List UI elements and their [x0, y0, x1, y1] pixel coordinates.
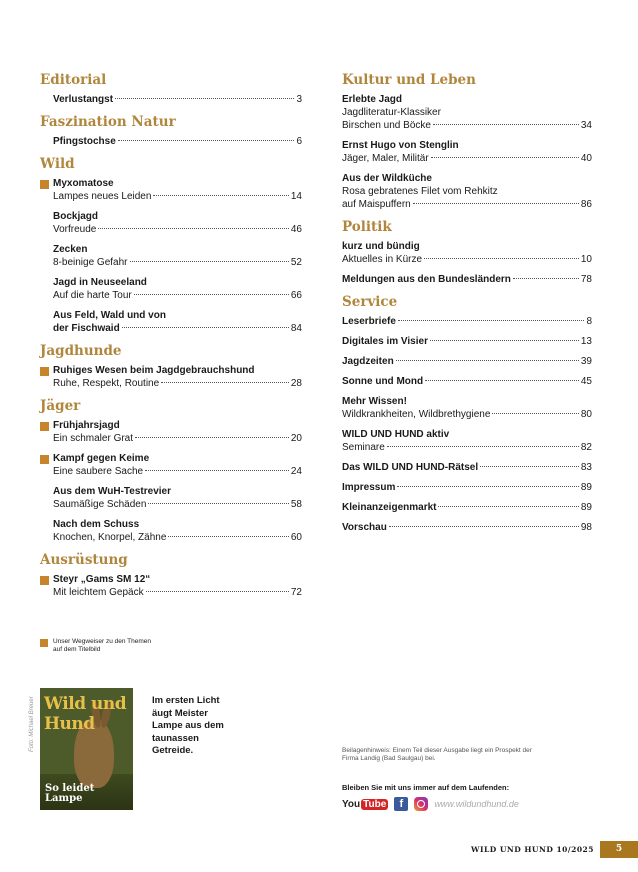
- footer-magazine: WILD UND HUND 10/2025: [471, 845, 594, 854]
- entry-title: Nach dem Schuss: [53, 519, 140, 530]
- entry-text: Birschen und Böcke: [342, 120, 431, 131]
- entry-text: Ruhe, Respekt, Routine: [53, 378, 160, 389]
- dot-leader: [397, 486, 579, 487]
- entry-title: Kampf gegen Keime: [53, 453, 150, 464]
- dot-leader: [161, 382, 289, 383]
- section-heading: Kultur und Leben: [342, 72, 476, 88]
- entry-text: Eine saubere Sache: [53, 466, 144, 477]
- dot-leader: [424, 258, 579, 259]
- dot-leader: [118, 140, 295, 141]
- page-ref: 45: [580, 376, 592, 387]
- entry-title: Aus dem WuH-Testrevier: [53, 486, 171, 497]
- toc-entry[interactable]: [40, 276, 302, 302]
- page-number: 5: [600, 841, 638, 858]
- legend-text: Unser Wegweiser zu den Themen auf dem Titelbild: [53, 638, 152, 653]
- toc-entry[interactable]: [40, 309, 302, 335]
- page-ref: 84: [290, 323, 302, 334]
- cover-headline: So leidet Lampe: [45, 783, 95, 804]
- page-ref: 3: [296, 94, 302, 105]
- entry-title: Zecken: [53, 244, 88, 255]
- page-ref: 80: [580, 409, 592, 420]
- entry-text: Ein schmaler Grat: [53, 433, 134, 444]
- facebook-icon[interactable]: f: [394, 797, 408, 811]
- entry-text: Mit leichtem Gepäck: [53, 587, 144, 598]
- dot-leader: [430, 340, 579, 341]
- dot-leader: [168, 536, 288, 537]
- section-heading: Wild: [40, 156, 75, 172]
- entry-text: Sonne und Mond: [342, 376, 424, 387]
- cover-masthead: Wild und Hund: [44, 694, 127, 734]
- page-ref: 60: [290, 532, 302, 543]
- dot-leader: [148, 503, 288, 504]
- toc-entry[interactable]: [342, 521, 592, 534]
- section-heading: Editorial: [40, 72, 107, 88]
- page-ref: 28: [290, 378, 302, 389]
- entry-title: Ernst Hugo von Stenglin: [342, 140, 459, 151]
- toc-entry[interactable]: [40, 419, 302, 445]
- entry-subtitle: Jagdliteratur-Klassiker: [342, 107, 441, 118]
- entry-text: 8-beinige Gefahr: [53, 257, 128, 268]
- dot-leader: [492, 413, 578, 414]
- toc-entry[interactable]: [40, 135, 302, 148]
- cover-thumbnail: [40, 688, 133, 810]
- dot-leader: [396, 360, 579, 361]
- entry-title: Jagd in Neuseeland: [53, 277, 147, 288]
- follow-text: Bleiben Sie mit uns immer auf dem Laufenden:: [342, 783, 510, 792]
- entry-title: WILD UND HUND aktiv: [342, 429, 450, 440]
- dot-leader: [513, 278, 579, 279]
- page-ref: 89: [580, 502, 592, 513]
- page-ref: 82: [580, 442, 592, 453]
- toc-entry[interactable]: [40, 573, 302, 599]
- entry-title: Aus Feld, Wald und von: [53, 310, 166, 321]
- page-ref: 40: [580, 153, 592, 164]
- page-ref: 6: [296, 136, 302, 147]
- toc-entry[interactable]: [342, 240, 592, 266]
- dot-leader: [433, 124, 579, 125]
- youtube-icon[interactable]: You Tube: [342, 798, 387, 810]
- toc-entry[interactable]: [342, 461, 592, 474]
- dot-leader: [122, 327, 289, 328]
- page-ref: 52: [290, 257, 302, 268]
- cover-topic-marker: [40, 422, 49, 431]
- cover-topic-marker: [40, 576, 49, 585]
- entry-title: Bockjagd: [53, 211, 99, 222]
- entry-text: Jäger, Maler, Militär: [342, 153, 429, 164]
- page-ref: 46: [290, 224, 302, 235]
- cover-topic-marker: [40, 180, 49, 189]
- toc-entry[interactable]: [342, 375, 592, 388]
- section-heading: Politik: [342, 219, 392, 235]
- social-links: [342, 797, 519, 811]
- toc-entry[interactable]: [342, 481, 592, 494]
- entry-title: kurz und bündig: [342, 241, 420, 252]
- entry-text: Das WILD UND HUND-Rätsel: [342, 462, 479, 473]
- entry-subtitle: Rosa gebratenes Filet vom Rehkitz: [342, 186, 498, 197]
- legend-marker: [40, 639, 48, 647]
- page-ref: 66: [290, 290, 302, 301]
- page-ref: 24: [290, 466, 302, 477]
- toc-entry[interactable]: [342, 315, 592, 328]
- entry-text: auf Maispuffern: [342, 199, 411, 210]
- photo-credit: Foto: Michael Breuer: [29, 696, 35, 752]
- entry-text: Vorschau: [342, 522, 387, 533]
- toc-entry[interactable]: [40, 210, 302, 236]
- page-ref: 89: [580, 482, 592, 493]
- toc-entry[interactable]: [342, 172, 592, 211]
- dot-leader: [146, 591, 289, 592]
- toc-right-column: [342, 72, 592, 541]
- entry-text: Verlustangst: [53, 94, 114, 105]
- dot-leader: [115, 98, 294, 99]
- dot-leader: [134, 294, 289, 295]
- toc-left-column: [40, 72, 302, 606]
- page-ref: 8: [586, 316, 592, 327]
- dot-leader: [389, 526, 579, 527]
- entry-text: Aktuelles in Kürze: [342, 254, 423, 265]
- page-ref: 83: [580, 462, 592, 473]
- instagram-icon[interactable]: [414, 797, 428, 811]
- dot-leader: [431, 157, 579, 158]
- page-ref: 34: [580, 120, 592, 131]
- toc-entry[interactable]: [40, 452, 302, 478]
- entry-text: Vorfreude: [53, 224, 97, 235]
- entry-title: Frühjahrsjagd: [53, 420, 120, 431]
- entry-text: Wildkrankheiten, Wildbrethygiene: [342, 409, 491, 420]
- toc-entry[interactable]: [342, 335, 592, 348]
- entry-text: Pfingstochse: [53, 136, 116, 147]
- dot-leader: [135, 437, 289, 438]
- website-link[interactable]: www.wildundhund.de: [434, 799, 519, 809]
- dot-leader: [480, 466, 579, 467]
- page-ref: 14: [290, 191, 302, 202]
- entry-text: der Fischwaid: [53, 323, 120, 334]
- section-heading: Jäger: [40, 398, 81, 414]
- dot-leader: [145, 470, 289, 471]
- section-heading: Faszination Natur: [40, 114, 176, 130]
- toc-entry[interactable]: [342, 501, 592, 514]
- dot-leader: [413, 203, 579, 204]
- entry-text: Jagdzeiten: [342, 356, 394, 367]
- legend: [40, 638, 160, 654]
- cover-topic-marker: [40, 455, 49, 464]
- entry-text: Impressum: [342, 482, 396, 493]
- page-ref: 78: [580, 274, 592, 285]
- entry-text: Seminare: [342, 442, 385, 453]
- dot-leader: [398, 320, 585, 321]
- page-ref: 10: [580, 254, 592, 265]
- entry-text: Kleinanzeigenmarkt: [342, 502, 437, 513]
- entry-text: Lampes neues Leiden: [53, 191, 152, 202]
- entry-title: Ruhiges Wesen beim Jagdgebrauchshund: [53, 365, 255, 376]
- toc-entry[interactable]: [342, 139, 592, 165]
- entry-title: Steyr „Gams SM 12“: [53, 574, 151, 585]
- page-ref: 58: [290, 499, 302, 510]
- page-ref: 20: [290, 433, 302, 444]
- toc-entry[interactable]: [40, 518, 302, 544]
- toc-entry[interactable]: [342, 273, 592, 286]
- page-ref: 72: [290, 587, 302, 598]
- toc-entry[interactable]: [342, 355, 592, 368]
- entry-text: Digitales im Visier: [342, 336, 428, 347]
- toc-entry[interactable]: [40, 364, 302, 390]
- entry-title: Mehr Wissen!: [342, 396, 407, 407]
- entry-text: Meldungen aus den Bundesländern: [342, 274, 511, 285]
- toc-entry[interactable]: [40, 93, 302, 106]
- toc-entry[interactable]: [342, 428, 592, 454]
- entry-title: Erlebte Jagd: [342, 94, 403, 105]
- dot-leader: [130, 261, 289, 262]
- toc-entry[interactable]: [40, 243, 302, 269]
- entry-text: Saumäßige Schäden: [53, 499, 147, 510]
- toc-entry[interactable]: [342, 395, 592, 421]
- entry-text: Knochen, Knorpel, Zähne: [53, 532, 167, 543]
- entry-text: Auf die harte Tour: [53, 290, 132, 301]
- page-ref: 86: [580, 199, 592, 210]
- entry-text: Leserbriefe: [342, 316, 396, 327]
- section-heading: Jagdhunde: [40, 343, 122, 359]
- toc-entry[interactable]: [342, 93, 592, 132]
- cover-caption: Im ersten Licht äugt Meister Lampe aus dem taunassen Getreide.: [152, 695, 224, 756]
- page-ref: 39: [580, 356, 592, 367]
- entry-title: Aus der Wildküche: [342, 173, 432, 184]
- dot-leader: [98, 228, 289, 229]
- cover-topic-marker: [40, 367, 49, 376]
- toc-entry[interactable]: [40, 177, 302, 203]
- entry-title: Myxomatose: [53, 178, 114, 189]
- page-ref: 98: [580, 522, 592, 533]
- page-ref: 13: [580, 336, 592, 347]
- section-heading: Service: [342, 294, 398, 310]
- dot-leader: [387, 446, 579, 447]
- section-heading: Ausrüstung: [40, 552, 128, 568]
- dot-leader: [425, 380, 579, 381]
- dot-leader: [153, 195, 288, 196]
- dot-leader: [438, 506, 578, 507]
- insert-note: Beilagenhinweis: Einem Teil dieser Ausgabe liegt ein Prospekt der Firma Landig (Bad Saulgau) bei.: [342, 747, 532, 762]
- toc-entry[interactable]: [40, 485, 302, 511]
